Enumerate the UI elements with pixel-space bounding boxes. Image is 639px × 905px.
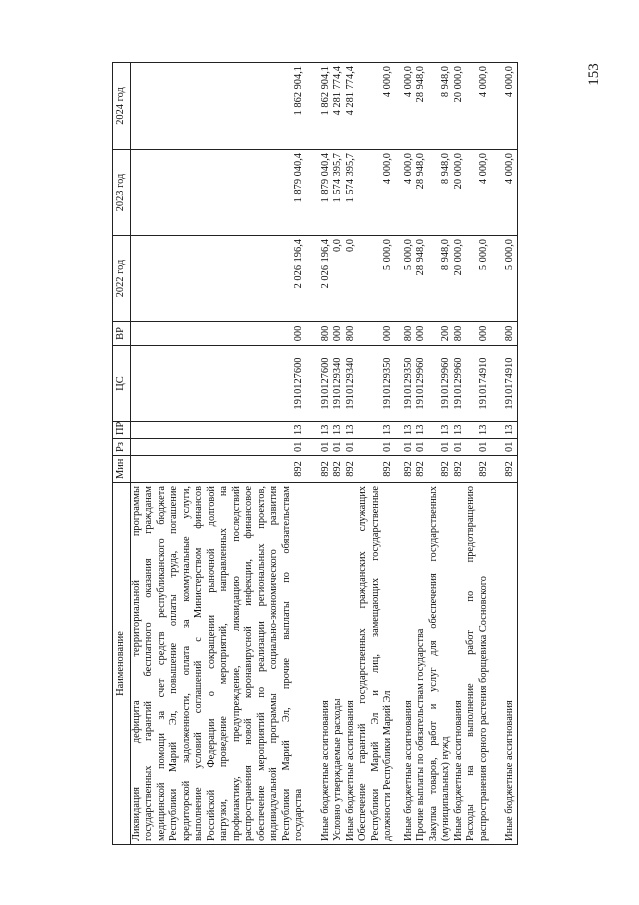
row-2023: 1 574 395,7: [345, 150, 358, 236]
row-cs: 1910129960: [428, 346, 453, 422]
row-cs: 1910174910: [490, 346, 517, 422]
row-vr: 000: [415, 322, 428, 346]
table-row: [130, 63, 306, 845]
row-name-line: Республики Марий Эл, повышение оплаты труда, погашение: [168, 486, 179, 841]
row-rz: 01: [395, 439, 416, 456]
row-rz: 01: [345, 439, 358, 456]
row-name: [428, 483, 453, 845]
row-cs: 1910129340: [332, 346, 345, 422]
header-rz: Рз: [113, 439, 131, 456]
row-name: [332, 483, 345, 845]
row-rz: 01: [130, 439, 306, 456]
row-name-line: Иные бюджетные ассигнования: [402, 700, 414, 841]
row-vr: 000: [465, 322, 490, 346]
row-cs: 1910129960: [453, 346, 466, 422]
table-row: [465, 63, 490, 845]
row-vr: 800: [395, 322, 416, 346]
row-min: 892: [306, 456, 333, 483]
row-2023: 1 879 040,4: [130, 150, 306, 236]
row-2022: 5 000,0: [490, 236, 517, 322]
row-2022: 0,0: [332, 236, 345, 322]
row-cs: 1910127600: [130, 346, 306, 422]
row-vr: 000: [357, 322, 395, 346]
row-name-line: Российской Федерации о сокращении рыночной долговой: [205, 486, 217, 841]
row-vr: 800: [306, 322, 333, 346]
row-2023: 8 948,0: [428, 150, 453, 236]
row-vr: 000: [130, 322, 306, 346]
row-2024: 4 281 774,4: [345, 63, 358, 150]
table-row: [415, 63, 428, 845]
header-min: Мин: [113, 456, 131, 483]
row-vr: 200: [428, 322, 453, 346]
row-name-line: Республики Марий Эл, прочие выплаты по обязательствам: [280, 486, 292, 841]
row-min: 892: [428, 456, 453, 483]
row-rz: 01: [453, 439, 466, 456]
row-name: [306, 483, 333, 845]
row-2023: 4 000,0: [357, 150, 395, 236]
row-2024: 4 000,0: [357, 63, 395, 150]
row-min: 892: [395, 456, 416, 483]
row-2022: 8 948,0: [428, 236, 453, 322]
row-2022: 2 026 196,4: [130, 236, 306, 322]
row-pr: 13: [357, 422, 395, 439]
row-name-line: Иные бюджетные ассигнования: [344, 700, 356, 841]
row-2023: 1 879 040,4: [306, 150, 333, 236]
row-name: [357, 483, 395, 845]
header-vr: ВР: [113, 322, 131, 346]
row-name: [345, 483, 358, 845]
row-name-line: нагрузки, проведение мероприятий, направленных на: [218, 486, 229, 841]
row-2024: 8 948,0: [428, 63, 453, 150]
row-rz: 01: [490, 439, 517, 456]
row-name-line: государственных гарантий бесплатного оказания гражданам: [143, 486, 154, 841]
row-name-line: Расходы на выполнение работ по предотвращению: [465, 486, 476, 841]
row-2023: 4 000,0: [490, 150, 517, 236]
row-name: [395, 483, 416, 845]
row-name-line: Закупка товаров, работ и услуг для обеспечения государственных: [427, 486, 439, 841]
row-min: 892: [357, 456, 395, 483]
row-pr: 13: [453, 422, 466, 439]
row-name-line: медицинской помощи за счет средств республиканского бюджета: [155, 486, 167, 841]
budget-table: [112, 62, 518, 845]
row-name-line: Иные бюджетные ассигнования: [319, 700, 331, 841]
row-2022: 5 000,0: [357, 236, 395, 322]
row-2024: 4 000,0: [465, 63, 490, 150]
row-name-line: распространения сорного растения борщевика Сосновского: [477, 576, 489, 841]
row-2022: 20 000,0: [453, 236, 466, 322]
row-min: 892: [345, 456, 358, 483]
row-name-line: кредиторской задолженности, оплата за коммунальные услуги,: [180, 486, 192, 841]
row-2023: 28 948,0: [415, 150, 428, 236]
row-pr: 13: [490, 422, 517, 439]
row-2022: 5 000,0: [395, 236, 416, 322]
row-cs: 1910174910: [465, 346, 490, 422]
header-2024: 2024 год: [113, 63, 131, 150]
row-2024: 1 862 904,1: [130, 63, 306, 150]
row-name: [130, 483, 306, 845]
row-name-line: индивидуальной программы социально-экономического развития: [268, 486, 279, 841]
row-cs: 1910127600: [306, 346, 333, 422]
row-vr: 000: [332, 322, 345, 346]
row-2023: 4 000,0: [465, 150, 490, 236]
table-body: [130, 63, 517, 845]
row-name-line: Иные бюджетные ассигнования: [504, 700, 515, 841]
row-name-line: Ликвидация дефицита территориальной программы: [130, 486, 142, 841]
row-name: [453, 483, 466, 845]
row-min: 892: [490, 456, 517, 483]
header-name: Наименование: [113, 483, 131, 845]
row-name-line: Прочие выплаты по обязательствам государства: [415, 628, 426, 841]
row-min: 892: [332, 456, 345, 483]
row-2022: 28 948,0: [415, 236, 428, 322]
row-vr: 800: [453, 322, 466, 346]
row-name-line: профилактику, предупреждение, ликвидацию последствий: [230, 486, 242, 841]
table-row: [332, 63, 345, 845]
table-row: [395, 63, 416, 845]
table-row: [306, 63, 333, 845]
row-name-line: государства: [293, 788, 304, 841]
row-2024: 20 000,0: [453, 63, 466, 150]
row-2022: 2 026 196,4: [306, 236, 333, 322]
row-2024: 4 281 774,4: [332, 63, 345, 150]
row-pr: 13: [465, 422, 490, 439]
table-row: [428, 63, 453, 845]
row-name: [465, 483, 490, 845]
row-rz: 01: [332, 439, 345, 456]
row-2024: 28 948,0: [415, 63, 428, 150]
row-cs: 1910129350: [395, 346, 416, 422]
row-rz: 01: [306, 439, 333, 456]
row-rz: 01: [465, 439, 490, 456]
row-2024: 4 000,0: [395, 63, 416, 150]
row-rz: 01: [428, 439, 453, 456]
row-pr: 13: [395, 422, 416, 439]
table-row: [345, 63, 358, 845]
row-pr: 13: [306, 422, 333, 439]
row-min: 892: [130, 456, 306, 483]
row-name-line: выполнение условий соглашений с Министерством финансов: [193, 486, 204, 841]
table-row: [453, 63, 466, 845]
row-2024: 1 862 904,1: [306, 63, 333, 150]
row-cs: 1910129350: [357, 346, 395, 422]
row-cs: 1910129340: [345, 346, 358, 422]
row-2022: 0,0: [345, 236, 358, 322]
row-name-line: обеспечение мероприятий по реализации региональных проектов,: [255, 486, 267, 841]
row-2023: 20 000,0: [453, 150, 466, 236]
row-pr: 13: [345, 422, 358, 439]
row-name-line: должности Республики Марий Эл: [382, 690, 393, 841]
table-row: [490, 63, 517, 845]
row-2023: 1 574 395,7: [332, 150, 345, 236]
row-name-line: (муниципальных) нужд: [440, 736, 451, 841]
row-name-line: Республики Марий Эл и лиц, замещающих государственные: [369, 486, 381, 841]
table-header-row: [113, 63, 131, 845]
row-rz: 01: [415, 439, 428, 456]
row-cs: 1910129960: [415, 346, 428, 422]
row-vr: 800: [345, 322, 358, 346]
row-min: 892: [465, 456, 490, 483]
row-rz: 01: [357, 439, 395, 456]
row-name-line: Обеспечение гарантий государственных гражданских служащих: [357, 486, 368, 841]
header-cs: ЦС: [113, 346, 131, 422]
row-vr: 800: [490, 322, 517, 346]
row-name-line: Иные бюджетные ассигнования: [452, 700, 464, 841]
row-2023: 4 000,0: [395, 150, 416, 236]
row-min: 892: [453, 456, 466, 483]
page-number: 153: [585, 63, 602, 86]
header-pr: ПР: [113, 422, 131, 439]
row-name: [490, 483, 517, 845]
row-pr: 13: [428, 422, 453, 439]
row-2022: 5 000,0: [465, 236, 490, 322]
row-min: 892: [415, 456, 428, 483]
row-name-line: распространения новой коронавирусной инфекции, финансовое: [243, 486, 254, 841]
row-name: [415, 483, 428, 845]
budget-table-container: [112, 63, 552, 845]
row-pr: 13: [332, 422, 345, 439]
table-row: [357, 63, 395, 845]
row-name-line: Условно утверждаемые расходы: [332, 698, 343, 841]
row-2024: 4 000,0: [490, 63, 517, 150]
header-2022: 2022 год: [113, 236, 131, 322]
row-pr: 13: [130, 422, 306, 439]
header-2023: 2023 год: [113, 150, 131, 236]
row-pr: 13: [415, 422, 428, 439]
